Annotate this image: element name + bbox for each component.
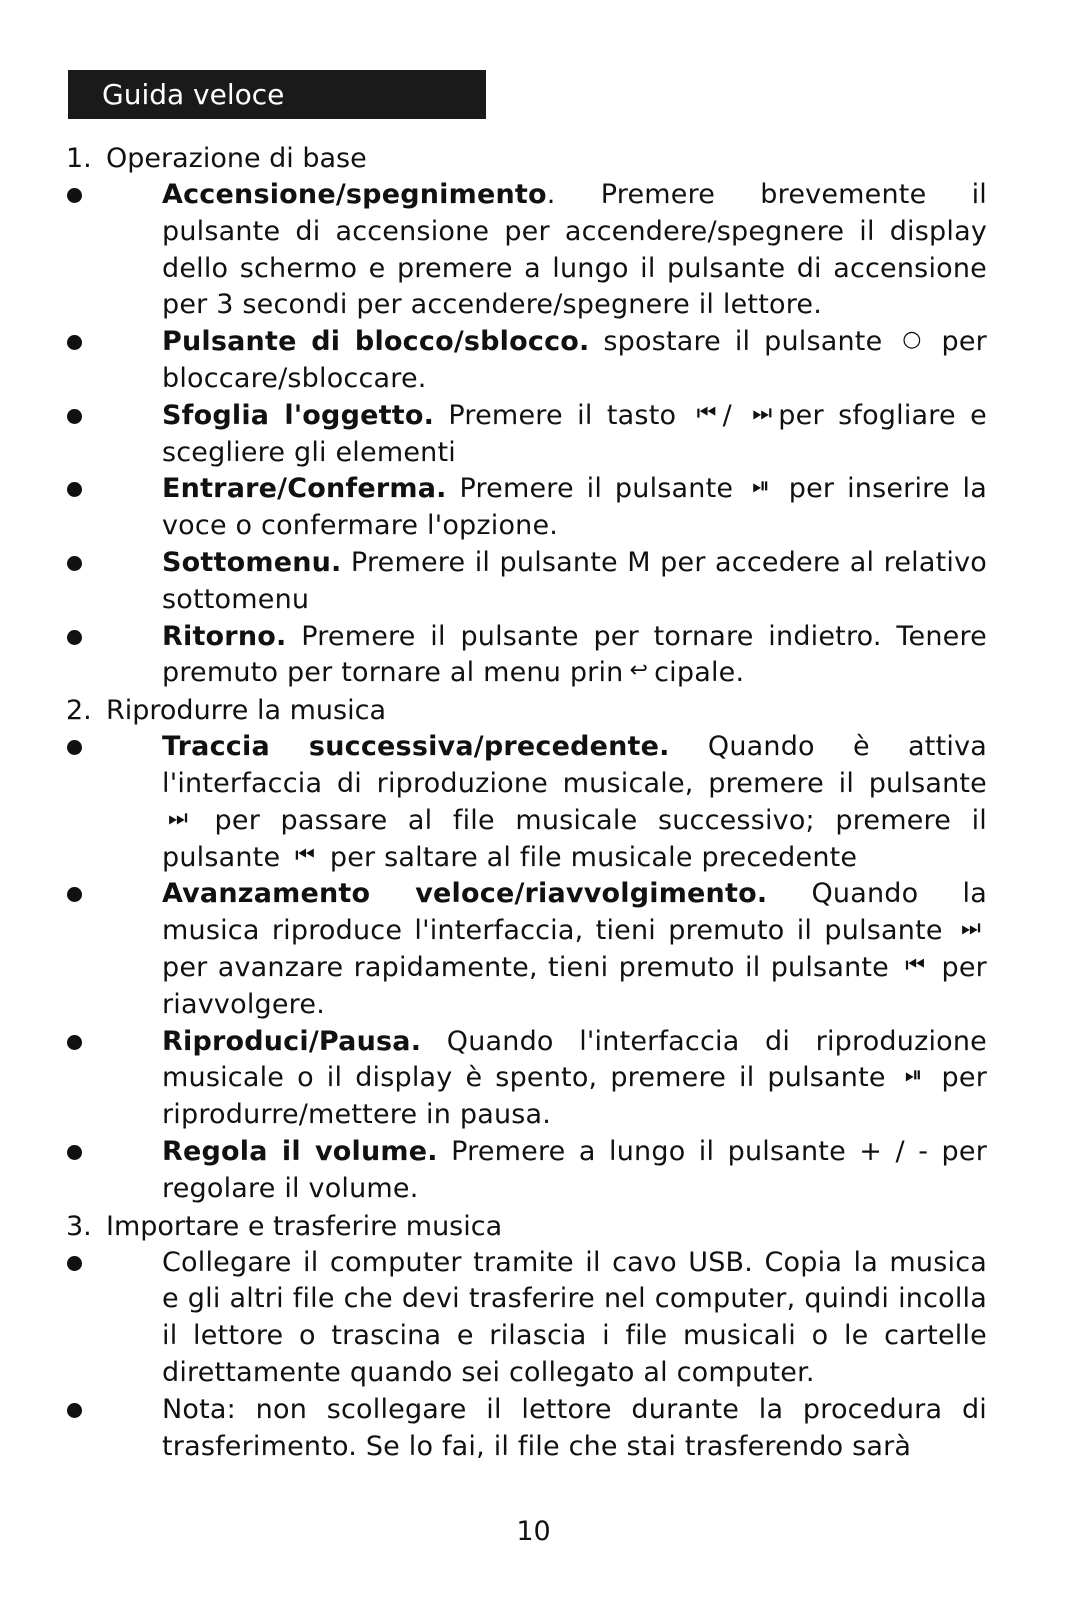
item-text: per saltare al file musicale precedente xyxy=(329,841,858,873)
list-item xyxy=(0,1134,1067,1208)
menu-key-label: M xyxy=(627,546,651,578)
list-item xyxy=(0,398,1067,472)
bullet-icon xyxy=(67,630,82,645)
previous-track-icon: ⏮ xyxy=(905,952,926,978)
item-text: per passare al file musicale successivo; premere il pulsante xyxy=(162,804,987,873)
item-text: Premere a lungo il pulsante + / - per regolare il volume. xyxy=(162,1135,987,1204)
item-lead: Traccia successiva/precedente. xyxy=(162,731,670,763)
item-text: Quando è attiva l'interfaccia di riproduzione musicale, premere il pulsante xyxy=(162,731,988,799)
item-separator: / xyxy=(722,399,732,431)
section-title: Importare e trasferire musica xyxy=(106,1210,503,1242)
list-item xyxy=(0,1245,1067,1392)
item-text: Quando l'interfaccia di riproduzione musicale o il display è spento, premere il pulsante xyxy=(162,1025,987,1094)
item-lead: Ritorno. xyxy=(162,620,287,652)
item-text: Quando la musica riproduce l'interfaccia, tieni premuto il pulsante xyxy=(162,878,987,947)
item-text: Premere il pulsante per tornare indietro. Tenere premuto per tornare al menu prin xyxy=(162,620,987,689)
list-item xyxy=(0,545,1067,619)
item-text: spostare il pulsante xyxy=(589,326,883,358)
list-item xyxy=(0,471,1067,545)
section-header-bar xyxy=(68,70,486,119)
section-number: 1. xyxy=(66,143,92,174)
bullet-icon xyxy=(67,188,82,203)
section-heading-2 xyxy=(0,692,1067,729)
item-text: per inserire la voce o confermare l'opzione. xyxy=(162,473,987,542)
bullet-icon xyxy=(67,887,82,902)
item-text: Premere il pulsante xyxy=(446,473,734,505)
item-lead: Regola il volume. xyxy=(162,1135,438,1167)
bullet-icon xyxy=(67,1256,82,1271)
item-text: cipale. xyxy=(654,657,745,689)
item-lead: Sottomenu. xyxy=(162,546,342,578)
item-text: Collegare il computer tramite il cavo USB. Copia la musica e gli altri file che devi trasferire nel computer, quindi incolla il lettore o trascina e rilascia i file musicali o le cartelle direttamente quando sei collegato al computer. xyxy=(162,1246,987,1388)
section-number: 2. xyxy=(66,695,92,727)
bullet-icon xyxy=(67,740,82,755)
next-track-icon: ⏭ xyxy=(752,400,773,426)
bullet-icon xyxy=(67,409,82,424)
item-lead: Riproduci/Pausa. xyxy=(162,1025,422,1057)
item-lead: Avanzamento veloce/riavvolgimento. xyxy=(162,878,768,910)
section-number: 3. xyxy=(66,1210,92,1242)
previous-track-icon: ⏮ xyxy=(696,400,717,426)
bullet-icon xyxy=(67,1403,82,1418)
item-lead: Pulsante di blocco/sblocco. xyxy=(162,326,590,358)
manual-content xyxy=(0,140,1067,1465)
next-track-icon: ⏭ xyxy=(168,805,189,831)
list-item xyxy=(0,1024,1067,1134)
bullet-icon xyxy=(67,482,82,497)
item-text: . Premere brevemente il pulsante di accensione per accendere/spegnere il display dello schermo e premere a lungo il pulsante di accensione per 3 secondi per accendere/spegnere il lettore. xyxy=(162,179,987,321)
item-lead: Accensione/spegnimento xyxy=(162,179,547,210)
item-text: per avanzare rapidamente, tieni premuto il pulsante xyxy=(162,951,889,983)
list-item xyxy=(0,876,1067,1023)
page-title: Guida veloce xyxy=(102,78,285,111)
bullet-icon xyxy=(67,1145,82,1160)
section-title: Operazione di base xyxy=(106,143,367,174)
lock-button-icon: ○ xyxy=(902,327,922,353)
item-lead: Sfoglia l'oggetto. xyxy=(162,399,435,431)
play-pause-icon: ⏯ xyxy=(904,1063,923,1089)
section-title: Riprodurre la musica xyxy=(106,695,387,727)
item-lead: Entrare/Conferma. xyxy=(162,473,447,505)
bullet-icon xyxy=(67,556,82,571)
bullet-icon xyxy=(67,1035,82,1050)
item-text: Premere il pulsante xyxy=(341,546,628,578)
item-text: per sfogliare e scegliere gli elementi xyxy=(162,399,987,468)
item-text: per bloccare/sbloccare. xyxy=(162,326,987,394)
next-track-icon: ⏭ xyxy=(960,916,981,942)
list-item xyxy=(0,729,1067,876)
item-text: per riprodurre/mettere in pausa. xyxy=(162,1062,987,1131)
section-heading-1 xyxy=(0,140,1067,177)
list-item xyxy=(0,619,1067,693)
list-item xyxy=(0,177,1067,324)
list-item xyxy=(0,324,1067,398)
list-item xyxy=(0,1392,1067,1466)
item-text: Nota: non scollegare il lettore durante la procedura di trasferimento. Se lo fai, il file che stai trasferendo sarà xyxy=(162,1393,987,1462)
page-number: 10 xyxy=(516,1516,551,1547)
item-text: Premere il tasto xyxy=(434,399,677,431)
return-icon: ↩ xyxy=(629,658,649,684)
item-text: per riavvolgere. xyxy=(162,951,987,1020)
item-text: per accedere al relativo sottomenu xyxy=(162,546,987,615)
play-pause-icon: ⏯ xyxy=(752,474,770,500)
section-heading-3 xyxy=(0,1208,1067,1245)
previous-track-icon: ⏮ xyxy=(295,842,316,868)
bullet-icon xyxy=(67,335,82,350)
